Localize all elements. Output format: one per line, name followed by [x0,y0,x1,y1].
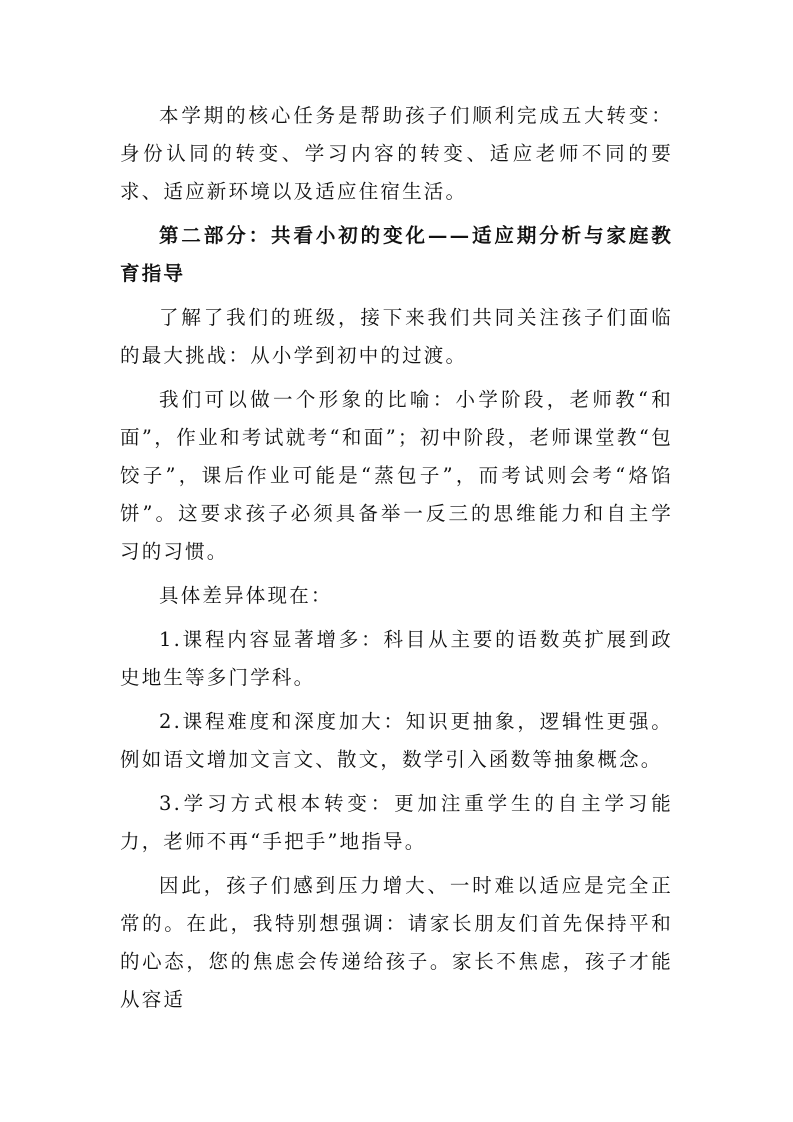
paragraph-core-task: 本学期的核心任务是帮助孩子们顺利完成五大转变：身份认同的转变、学习内容的转变、适应老师不同的要求、适应新环境以及适应住宿生活。 [120,104,673,203]
list-item-3: 3.学习方式根本转变：更加注重学生的自主学习能力，老师不再“手把手”地指导。 [120,792,673,853]
paragraph-metaphor: 我们可以做一个形象的比喻：小学阶段，老师教“和面”，作业和考试就考“和面”；初中阶段，老师课堂教“包饺子”，课后作业可能是“蒸包子”，而考试则会考“烙馅饼”。这要求孩子必须具备举一反三的思维能力和自主学习的习惯。 [120,388,673,563]
paragraph-differences-intro: 具体差异体现在： [159,584,333,607]
list-item-1: 1.课程内容显著增多：科目从主要的语数英扩展到政史地生等多门学科。 [120,628,673,689]
paragraph-therefore: 因此，孩子们感到压力增大、一时难以适应是完全正常的。在此，我特别想强调：请家长朋友们首先保持平和的心态，您的焦虑会传递给孩子。家长不焦虑，孩子才能从容适 [120,874,673,1011]
paragraph-transition-intro: 了解了我们的班级，接下来我们共同关注孩子们面临的最大挑战：从小学到初中的过渡。 [120,306,673,367]
list-item-2: 2.课程难度和深度加大：知识更抽象，逻辑性更强。例如语文增加文言文、散文，数学引入函数等抽象概念。 [120,710,673,771]
document-page [120,97,673,1025]
section-heading-part-two: 第二部分：共看小初的变化——适应期分析与家庭教育指导 [120,224,673,285]
